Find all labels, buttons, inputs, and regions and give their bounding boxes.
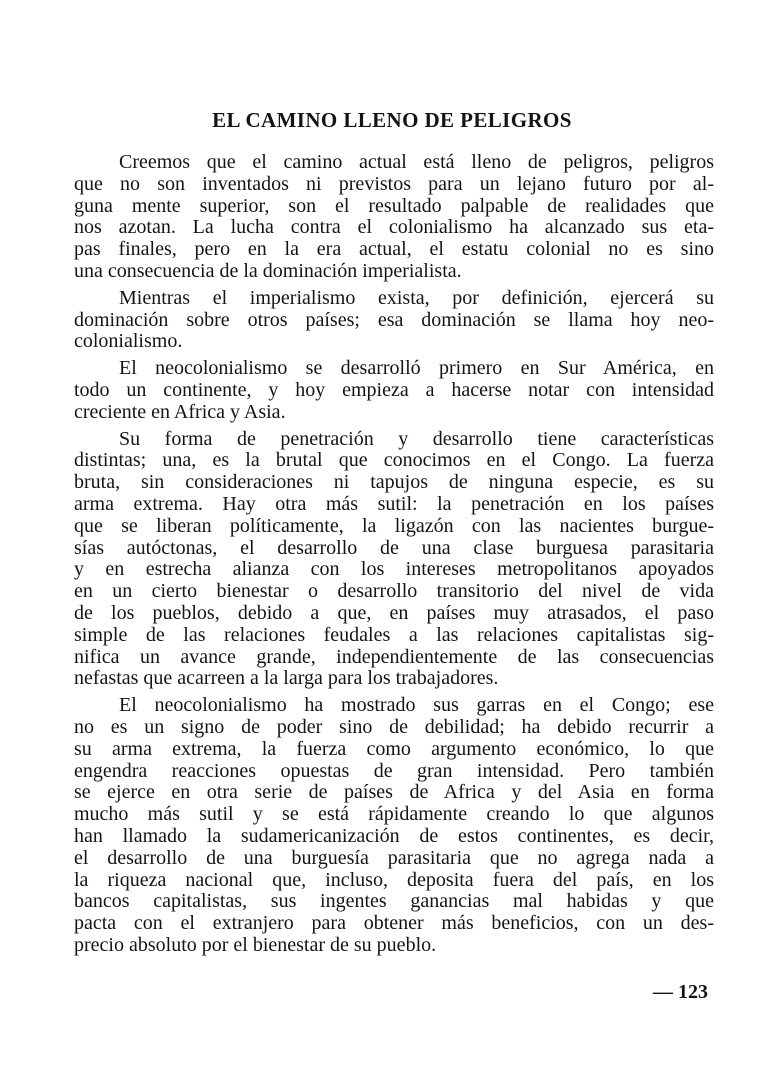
text-line: su arma extrema, la fuerza como argumento económico, lo que <box>74 737 714 760</box>
text-line: no es un signo de poder sino de debilidad; ha debido recurrir a <box>74 715 714 738</box>
text-line: Mientras el imperialismo exista, por definición, ejercerá su <box>119 286 714 309</box>
text-line: nifica un avance grande, independientemente de las consecuencias <box>74 645 714 668</box>
text-line: mucho más sutil y se está rápidamente creando lo que algunos <box>74 803 714 826</box>
text-line: bruta, sin consideraciones ni tapujos de ninguna especie, es su <box>74 471 714 494</box>
text-line: simple de las relaciones feudales a las relaciones capitalistas sig- <box>74 623 714 646</box>
page-number: — 123 <box>653 981 708 1003</box>
paragraph <box>74 695 714 957</box>
body-text <box>74 152 714 962</box>
text-line: El neocolonialismo se desarrolló primero en Sur América, en <box>119 357 714 380</box>
text-line: Su forma de penetración y desarrollo tiene características <box>119 427 714 450</box>
text-line: engendra reacciones opuestas de gran intensidad. Pero también <box>74 759 714 782</box>
text-line: que no son inventados ni previstos para un lejano futuro por al- <box>74 172 714 195</box>
text-line: que se liberan políticamente, la ligazón con las nacientes burgue- <box>74 514 714 537</box>
text-line: han llamado la sudamericanización de estos continentes, es decir, <box>74 824 714 847</box>
text-line: Creemos que el camino actual está lleno de peligros, peligros <box>119 151 714 173</box>
text-line: colonialismo. <box>74 330 183 353</box>
text-line: pas finales, pero en la era actual, el estatu colonial no es sino <box>74 238 714 261</box>
text-line: y en estrecha alianza con los intereses metropolitanos apoyados <box>74 558 714 581</box>
text-line: nefastas que acarreen a la larga para los trabajadores. <box>74 667 499 690</box>
text-line: el desarrollo de una burguesía parasitaria que no agrega nada a <box>74 846 714 869</box>
paragraph <box>74 358 714 423</box>
text-line: creciente en Africa y Asia. <box>74 400 286 423</box>
paragraph <box>74 429 714 691</box>
text-line: se ejerce en otra serie de países de Africa y del Asia en forma <box>74 781 714 804</box>
text-line: arma extrema. Hay otra más sutil: la penetración en los países <box>74 492 714 515</box>
text-line: en un cierto bienestar o desarrollo transitorio del nivel de vida <box>74 580 714 603</box>
paragraph <box>74 152 714 283</box>
chapter-title: EL CAMINO LLENO DE PELIGROS <box>212 108 572 132</box>
text-line: la riqueza nacional que, incluso, deposita fuera del país, en los <box>74 868 714 891</box>
text-line: bancos capitalistas, sus ingentes ganancias mal habidas y que <box>74 890 714 913</box>
text-line: una consecuencia de la dominación imperialista. <box>74 259 462 282</box>
text-line: todo un continente, y hoy empieza a hacerse notar con intensidad <box>74 378 714 401</box>
text-line: de los pueblos, debido a que, en países muy atrasados, el paso <box>74 601 714 624</box>
text-line: pacta con el extranjero para obtener más beneficios, con un des- <box>74 912 714 935</box>
text-line: distintas; una, es la brutal que conocimos en el Congo. La fuerza <box>74 449 714 472</box>
text-line: precio absoluto por el bienestar de su pueblo. <box>74 933 437 956</box>
text-line: guna mente superior, son el resultado palpable de realidades que <box>74 194 714 217</box>
paragraph <box>74 288 714 353</box>
text-line: sías autóctonas, el desarrollo de una clase burguesa parasitaria <box>74 536 714 559</box>
text-line: nos azotan. La lucha contra el colonialismo ha alcanzado sus eta- <box>74 216 714 239</box>
text-line: dominación sobre otros países; esa dominación se llama hoy neo- <box>74 308 714 331</box>
text-line: El neocolonialismo ha mostrado sus garras en el Congo; ese <box>119 694 714 717</box>
